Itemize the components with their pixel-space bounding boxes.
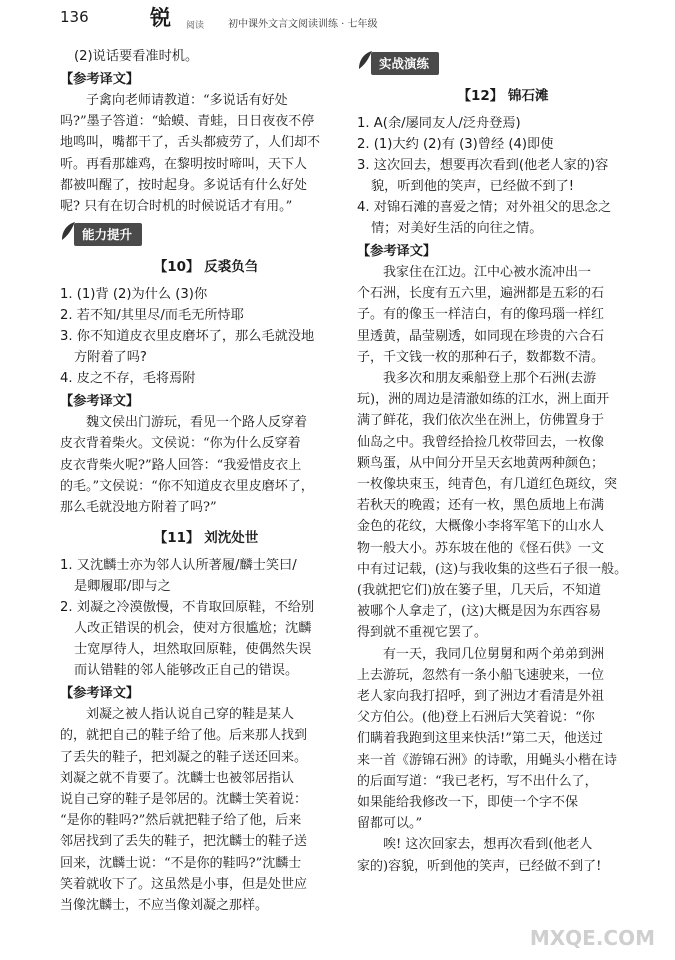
- banner-label: 实战演练: [371, 52, 439, 75]
- reference-translation-label: 【参考译文】: [60, 72, 140, 87]
- answer-line: 2. 若不知/其里尽/而毛无所恃耶: [60, 308, 244, 324]
- translation-line: 我家住在江边。江中心被水流冲出一: [383, 265, 592, 280]
- translation-line: 邻居找到了丢失的鞋子，把沈麟士的鞋子送: [60, 834, 308, 850]
- translation-line: 唉! 这次回家去，想再次看到(他老人: [383, 837, 593, 853]
- translation-line: 被哪个人拿走了，(这)大概是因为东西容易: [357, 604, 602, 620]
- translation-line: 呢? 只有在切合时机的时候说话才有用。”: [60, 199, 293, 215]
- answer-line: 1. (1)背 (2)为什么 (3)你: [60, 287, 208, 303]
- translation-line: 上去游玩，忽然有一条小船飞速驶来，一位: [357, 667, 605, 683]
- translation-line: 的后面写道：“我已老朽，写不出什么了，: [357, 773, 598, 789]
- translation-line: 物一般大小。苏东坡在他的《怪石供》一文: [357, 540, 605, 556]
- right-column: [357, 46, 649, 877]
- translation-line: 满了鲜花，我们依次坐在洲上，仿佛置身于: [357, 413, 605, 429]
- answer-line: (2)说话要看准时机。: [74, 49, 199, 64]
- translation-line: 中有过记载，(这)与我收集的这些石子很一般。: [357, 561, 628, 577]
- watermark: MXQE.COM: [529, 926, 655, 950]
- answer-line: 2. 刘凝之冷漠傲慢，不肯取回原鞋，不给别: [60, 600, 315, 616]
- translation-line: 那么毛就没地方附着了吗?”: [60, 500, 217, 516]
- answer-line: 4. 皮之不存，毛将焉附: [60, 371, 196, 387]
- answer-line: 1. 又沈麟士亦为邻人认所著履/麟士笑曰/: [60, 558, 297, 574]
- translation-line: 了丢失的鞋子，把刘凝之的鞋子送还回来。: [60, 749, 308, 765]
- translation-line: (我就把它们)放在篓子里，几天后，不知道: [357, 583, 602, 599]
- section-banner: [60, 217, 352, 247]
- translation-line: 若秋天的晚霞；还有一枚，黑色质地上布满: [357, 498, 605, 514]
- translation-line: 里透黄，晶莹剔透，如同现在珍贵的六合石: [357, 328, 605, 344]
- reference-translation-label: 【参考译文】: [357, 244, 437, 259]
- translation-line: 金色的花纹，大概像小李将军笔下的山水人: [357, 519, 605, 535]
- translation-block: [60, 412, 352, 518]
- translation-line: 仙岛之中。我曾经拾捡几枚带回去，一枚像: [357, 434, 605, 450]
- translation-block: [60, 90, 352, 217]
- translation-line: “是你的鞋吗?”然后就把鞋子给了他，后来: [60, 813, 302, 829]
- translation-line: 吗?”墨子答道：“蛤蟆、青蛙，日日夜夜不停: [60, 114, 315, 130]
- translation-line: 如果能给我修改一下，即使一个字不保: [357, 795, 579, 811]
- answer-line: 是卿履耶/即与之: [74, 579, 171, 595]
- translation-line: 父方伯公。(他)登上石洲后大笑着说：“你: [357, 710, 595, 726]
- translation-line: 魏文侯出门游玩，看见一个路人反穿着: [86, 415, 308, 431]
- translation-block: [357, 262, 649, 877]
- translation-line: 个石洲，长度有五六里，遍洲都是五彩的石: [357, 286, 605, 302]
- answer-line: 3. 这次回去，想要再次看到(他老人家的)容: [357, 158, 609, 173]
- translation-line: 笑着就收下了。这虽然是小事，但是处世应: [60, 876, 308, 892]
- answer-line: 情；对美好生活的向往之情。: [371, 221, 543, 236]
- answer-line: 2. (1)大约 (2)有 (3)曾经 (4)即使: [357, 137, 554, 152]
- translation-line: 玩)，洲的周边是清澈如练的江水，洲上面开: [357, 392, 610, 408]
- translation-line: 回来，沈麟士说：“不是你的鞋吗?”沈麟士: [60, 855, 302, 871]
- translation-line: 一枚像块束玉，纯青色，有几道红色斑纹，突: [357, 477, 618, 493]
- book-title: 初中课外文言文阅读训练 · 七年级: [228, 19, 378, 30]
- page-header: [0, 0, 675, 40]
- translation-line: 颗鸟蛋，从中间分开呈天玄地黄两种颜色；: [357, 455, 605, 471]
- translation-line: 子，千文钱一枚的那种石子，数都数不清。: [357, 349, 605, 365]
- answer-line: 人改正错误的机会，使对方很尴尬；沈麟: [74, 621, 312, 637]
- answer-line: 1. A(余/屡同友人/泛舟登焉): [357, 116, 521, 131]
- translation-line: 我多次和朋友乘船登上那个石洲(去游: [383, 371, 597, 387]
- translation-line: 当像沈麟士，不应当像刘凝之那样。: [60, 898, 269, 914]
- translation-block: [60, 704, 352, 916]
- answer-line: 而认错鞋的邻人能够改正自己的错误。: [74, 663, 299, 679]
- answer-line: 貌，听到他的笑声，已经做不到了!: [371, 179, 575, 194]
- left-column: [60, 46, 352, 916]
- translation-line: 来一首《游锦石洲》的诗歌，用蝇头小楷在诗: [357, 752, 618, 768]
- translation-line: 的毛。”文侯说：“你不知道皮衣里皮磨坏了，: [60, 478, 314, 494]
- translation-line: 刘凝之就不肯要了。沈麟士也被邻居指认: [60, 770, 295, 786]
- translation-line: 都被叫醒了，按时起身。多说话有什么好处: [60, 177, 308, 193]
- translation-line: 得到就不重视它罢了。: [357, 625, 488, 641]
- translation-line: 说自己穿的鞋子是邻居的。沈麟士笑着说：: [60, 792, 308, 808]
- reference-translation-label: 【参考译文】: [60, 686, 140, 702]
- answer-line: 方附着了吗?: [74, 350, 147, 366]
- reference-translation-label: 【参考译文】: [60, 394, 140, 410]
- section-title: 【11】 刘沈处世: [153, 530, 259, 547]
- translation-line: 的，就把自己的鞋子给了他。后来那人找到: [60, 728, 308, 744]
- translation-line: 皮衣背着柴火。文侯说：“你为什么反穿着: [60, 436, 301, 452]
- translation-line: 们瞒着我跑到这里来快活!”第二天，他送过: [357, 731, 603, 747]
- section-title: 【10】 反裘负刍: [153, 259, 259, 276]
- translation-line: 子。有的像玉一样洁白，有的像玛瑙一样红: [357, 307, 605, 323]
- translation-line: 地鸣叫，嘴都干了，舌头都疲劳了，人们却不: [60, 135, 321, 151]
- translation-line: 留都可以。”: [357, 816, 423, 832]
- answer-line: 士宽厚待人，坦然取回原鞋，使偶然失误: [74, 642, 312, 658]
- brand-logo: 锐: [150, 6, 171, 30]
- section-banner: [357, 46, 649, 76]
- section-title: 【12】 锦石滩: [457, 88, 549, 104]
- translation-line: 皮衣背柴火呢?”路人回答：“我爱惜皮衣上: [60, 457, 302, 473]
- translation-line: 家的)容貌，听到他的笑声，已经做不到了!: [357, 858, 602, 874]
- banner-label: 能力提升: [74, 223, 142, 246]
- translation-line: 老人家向我打招呼，到了洲边才看清是外祖: [357, 689, 605, 705]
- brand-subtitle: 阅读: [186, 21, 205, 31]
- translation-line: 刘凝之被人指认说自己穿的鞋是某人: [86, 707, 295, 723]
- answer-line: 3. 你不知道皮衣里皮磨坏了，那么毛就没地: [60, 329, 315, 345]
- translation-line: 听。再看那雄鸡，在黎明按时啼叫，天下人: [60, 156, 308, 172]
- page-number: 136: [60, 8, 89, 26]
- translation-line: 子禽向老师请教道：“多说话有好处: [86, 93, 288, 108]
- translation-line: 有一天，我同几位舅舅和两个弟弟到洲: [383, 646, 605, 662]
- answer-line: 4. 对锦石滩的喜爱之情；对外祖父的思念之: [357, 200, 612, 215]
